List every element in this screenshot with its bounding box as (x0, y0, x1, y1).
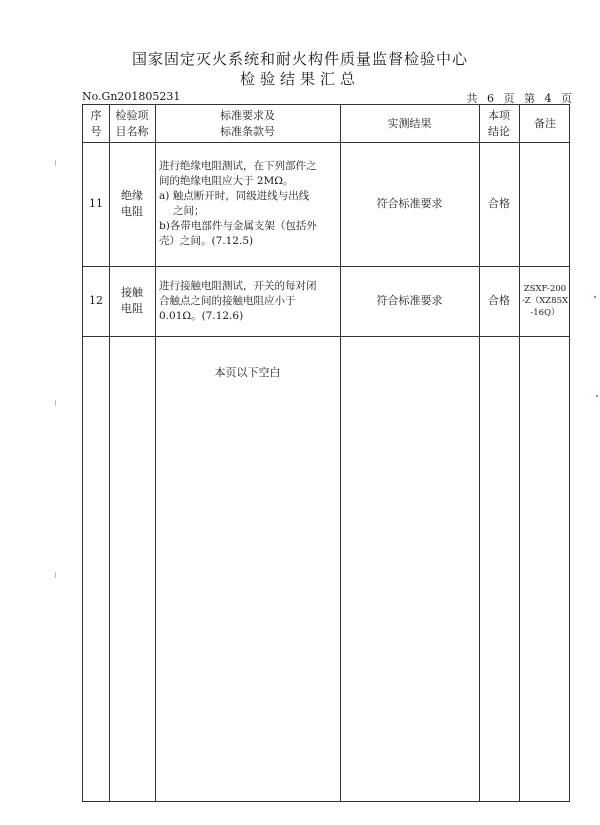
report-number: No.Gn201805231 (82, 90, 181, 103)
col-header-conclusion: 本项 结论 (488, 108, 510, 138)
row-12-requirement: 进行接触电阻测试，开关的每对闭 合触点之间的接触电阻应小于 0.01Ω。(7.12.6) (159, 279, 317, 322)
row-12-seq: 12 (89, 294, 103, 307)
scan-mark (55, 400, 56, 406)
col-header-result: 实测结果 (387, 116, 432, 130)
col-header-seq: 序 号 (90, 108, 102, 138)
col-header-item: 检验项 目名称 (115, 108, 149, 138)
page-current: 第 4 页 (524, 92, 572, 105)
scan-dot (596, 395, 598, 397)
page-title: 检验结果汇总 (239, 70, 360, 88)
row-11-seq: 11 (89, 197, 103, 210)
pages-total: 共 6 页 (466, 92, 515, 105)
col-header-standard: 标准要求及 标准条款号 (220, 108, 275, 138)
blank-page-note: 本页以下空白 (214, 366, 281, 379)
col-header-remark: 备注 (534, 116, 556, 130)
row-12-conclusion: 合格 (488, 294, 510, 307)
row-11-item: 绝缘 电阻 (121, 189, 143, 218)
row-11-conclusion: 合格 (488, 197, 510, 210)
row-11-remark (519, 142, 571, 266)
scan-mark (55, 160, 56, 166)
row-12-result: 符合标准要求 (376, 294, 443, 307)
scan-dot (594, 296, 596, 298)
results-table (82, 104, 570, 802)
row-11-requirement: 进行绝缘电阻测试，在下列部件之 间的绝缘电阻应大于 2MΩ。 a) 触点断开时，同级进线与出线 之间； b)各带电部件与金属支架（包括外 壳）之间。(7.12.5) (159, 160, 317, 247)
row-11-result: 符合标准要求 (376, 197, 443, 210)
row-12-item: 接触 电阻 (121, 286, 143, 315)
scan-mark (55, 572, 56, 578)
center-name: 国家固定灭火系统和耐火构件质量监督检验中心 (131, 50, 468, 68)
row-12-remark: ZSXF-200 -Z（XZ85X -16Q） (521, 284, 569, 318)
